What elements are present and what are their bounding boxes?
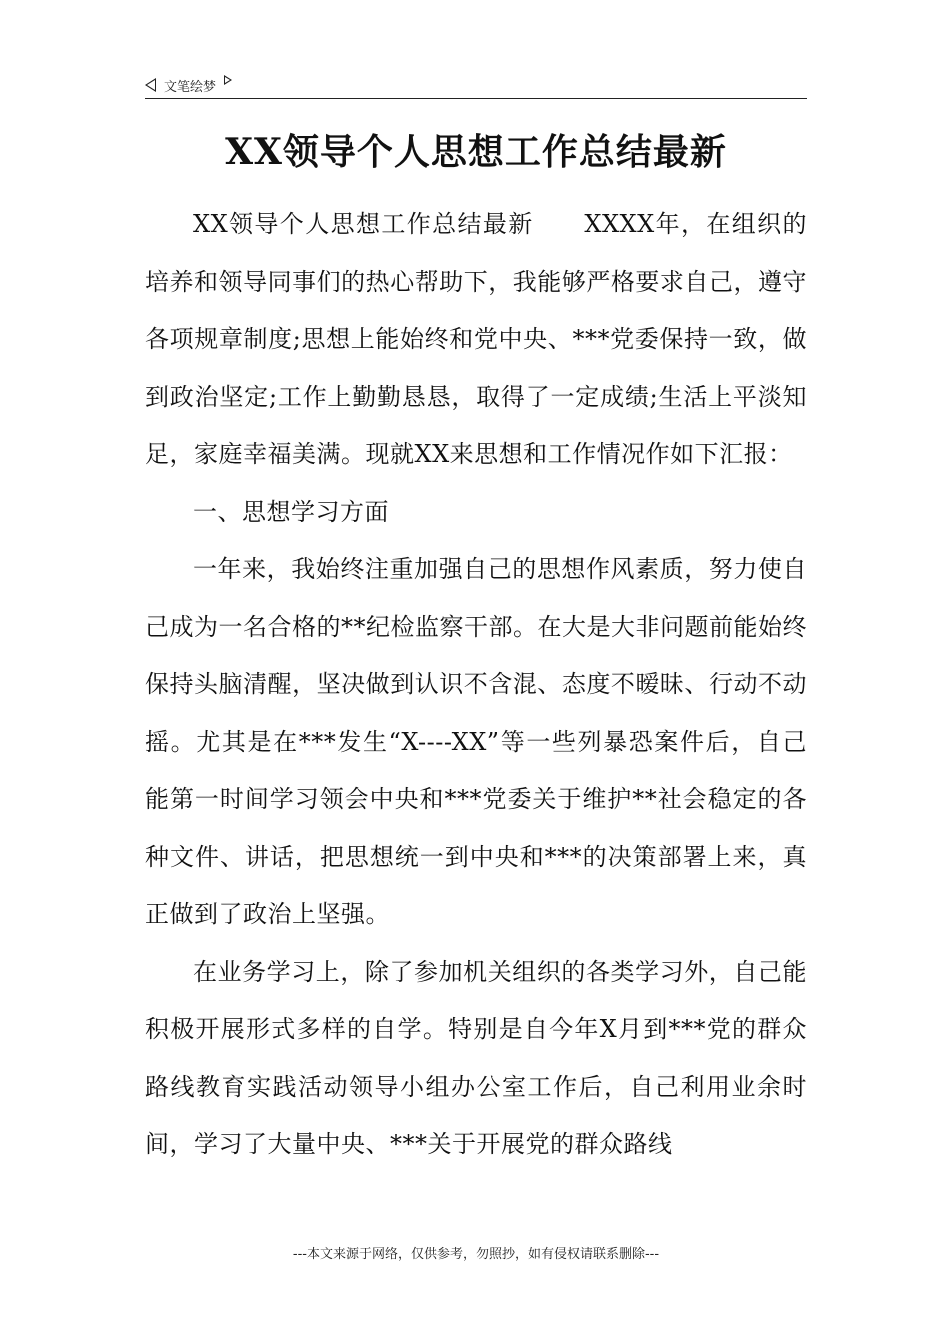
footer-notice: ---本文来源于网络，仅供参考，勿照抄，如有侵权请联系删除---: [292, 1247, 660, 1262]
triangle-left-icon: [145, 78, 156, 92]
page-header: [145, 72, 807, 99]
document-title: XX领导个人思想工作总结最新: [225, 131, 727, 173]
section-heading: 一、思想学习方面: [193, 497, 389, 526]
header-brand: 文笔绘梦: [164, 79, 217, 95]
triangle-right-icon: [224, 75, 232, 85]
paragraph: 一年来，我始终注重加强自己的思想作风素质，努力使自己成为一名合格的**纪检监察干部。在大是大非问题前能始终保持头脑清醒，坚决做到认识不含混、态度不暧昧、行动不动摇。尤其是在***发生“X----XX”等一些列暴恐案件后，自己能第一时间学习领会中央和***党委关于维护**社会稳定的各种文件、讲话，把思想统一到中央和***的决策部署上来，真正做到了政治上坚强。: [145, 555, 807, 928]
paragraph: 在业务学习上，除了参加机关组织的各类学习外，自己能积极开展形式多样的自学。特别是自今年X月到***党的群众路线教育实践活动领导小组办公室工作后，自己利用业余时间，学习了大量中央、***关于开展党的群众路线: [145, 957, 807, 1158]
paragraph: XX领导个人思想工作总结最新 XXXX年，在组织的培养和领导同事们的热心帮助下，我能够严格要求自己，遵守各项规章制度;思想上能始终和党中央、***党委保持一致，做到政治坚定;工作上勤勤恳恳，取得了一定成绩;生活上平淡知足，家庭幸福美满。现就XX来思想和工作情况作如下汇报：: [145, 210, 807, 468]
document-body: [145, 196, 807, 1174]
